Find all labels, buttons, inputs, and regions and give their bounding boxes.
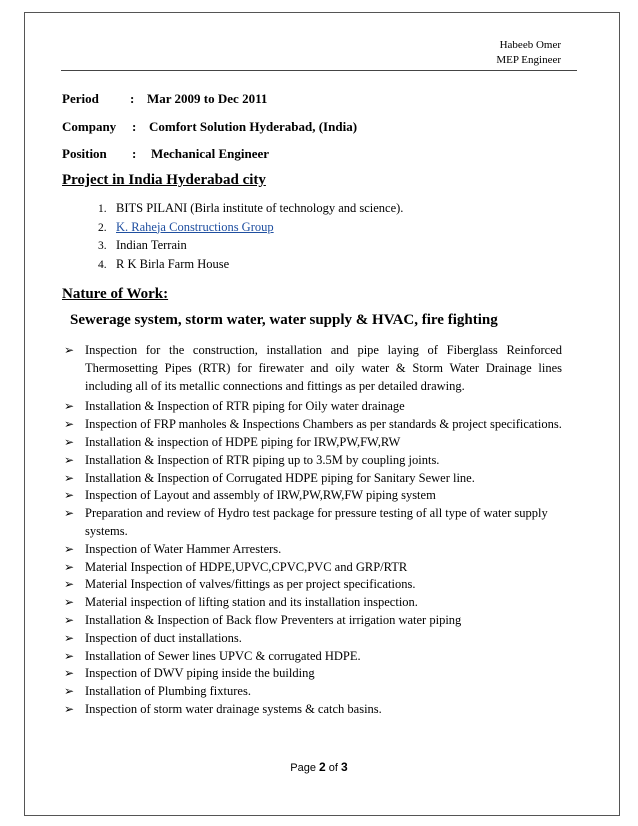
period-label: Period: [62, 91, 99, 106]
author-name: Habeeb Omer: [499, 39, 561, 51]
list-item: ➢ Material Inspection of valves/fittings as per project specifications.: [64, 576, 562, 594]
list-item: ➢ Material Inspection of HDPE,UPVC,CPVC,PVC and GRP/RTR: [64, 559, 562, 577]
arrow-bullet-icon: ➢: [64, 399, 75, 414]
list-item: ➢ Preparation and review of Hydro test package for pressure testing of all type of water supply systems.: [64, 506, 548, 538]
project-list: [98, 199, 403, 273]
list-item: 3. Indian Terrain: [98, 238, 187, 252]
arrow-bullet-icon: ➢: [64, 470, 75, 485]
page-footer: [0, 760, 638, 774]
arrow-bullet-icon: ➢: [64, 434, 75, 449]
arrow-bullet-icon: ➢: [64, 595, 75, 610]
position-value: Mechanical Engineer: [151, 146, 270, 161]
raheja-link[interactable]: K. Raheja Constructions Group: [116, 219, 274, 234]
period-colon: :: [130, 91, 135, 106]
company-colon: :: [132, 119, 137, 134]
document-header: [496, 38, 561, 68]
work-list: [64, 342, 562, 719]
list-item: ➢ Installation & Inspection of RTR piping for Oily water drainage: [64, 398, 562, 416]
list-item: ➢ Installation & inspection of HDPE piping for IRW,PW,FW,RW: [64, 434, 562, 452]
header-divider: [61, 70, 577, 71]
arrow-bullet-icon: ➢: [64, 417, 75, 432]
list-item: ➢ Inspection of storm water drainage systems & catch basins.: [64, 701, 562, 719]
list-item: ➢ Inspection of Water Hammer Arresters.: [64, 541, 562, 559]
company-value: Comfort Solution Hyderabad, (India): [149, 119, 358, 134]
arrow-bullet-icon: ➢: [64, 701, 75, 716]
list-item: ➢ Inspection of duct installations.: [64, 630, 562, 648]
arrow-bullet-icon: ➢: [64, 541, 75, 556]
list-item: ➢ Inspection of Layout and assembly of IRW,PW,RW,FW piping system: [64, 487, 562, 505]
page-total: 3: [341, 760, 348, 774]
list-item: ➢ Material inspection of lifting station and its installation inspection.: [64, 594, 562, 612]
arrow-bullet-icon: ➢: [64, 506, 75, 521]
page-current: 2: [319, 760, 326, 774]
nature-heading: Nature of Work:: [62, 286, 169, 302]
page-of: of: [328, 762, 338, 774]
position-label: Position: [62, 146, 107, 161]
arrow-bullet-icon: ➢: [64, 648, 75, 663]
arrow-bullet-icon: ➢: [64, 684, 75, 699]
arrow-bullet-icon: ➢: [64, 488, 75, 503]
arrow-bullet-icon: ➢: [64, 452, 75, 467]
arrow-bullet-icon: ➢: [64, 343, 75, 357]
list-item: ➢ Installation & Inspection of RTR piping up to 3.5M by coupling joints.: [64, 452, 562, 470]
list-item: ➢ Installation & Inspection of Back flow Preventers at irrigation water piping: [64, 612, 562, 630]
arrow-bullet-icon: ➢: [64, 559, 75, 574]
list-item: ➢ Inspection for the construction, installation and pipe laying of Fiberglass Reinforced Thermosetting Pipes (RTR) for firewater and oily water & Storm Water Drainage lines including all of its metallic connections and fittings as per detailed drawing.: [64, 343, 562, 393]
period-value: Mar 2009 to Dec 2011: [147, 91, 268, 106]
arrow-bullet-icon: ➢: [64, 630, 75, 645]
list-item: ➢ Inspection of DWV piping inside the building: [64, 665, 562, 683]
list-item: ➢ Inspection of FRP manholes & Inspections Chambers as per standards & project specifications.: [64, 416, 562, 434]
page-prefix: Page: [290, 762, 316, 774]
author-title: MEP Engineer: [496, 54, 561, 66]
arrow-bullet-icon: ➢: [64, 612, 75, 627]
list-item: 1. BITS PILANI (Birla institute of technology and science).: [98, 201, 404, 215]
list-item: ➢ Installation of Plumbing fixtures.: [64, 683, 562, 701]
project-heading: Project in India Hyderabad city: [62, 172, 266, 188]
list-item: 2. K. Raheja Constructions Group: [98, 219, 274, 234]
list-item: ➢ Installation of Sewer lines UPVC & corrugated HDPE.: [64, 648, 562, 666]
arrow-bullet-icon: ➢: [64, 666, 75, 681]
position-colon: :: [132, 146, 137, 161]
nature-subtitle: Sewerage system, storm water, water supply & HVAC, fire fighting: [70, 312, 498, 328]
arrow-bullet-icon: ➢: [64, 577, 75, 592]
list-item: ➢ Installation & Inspection of Corrugated HDPE piping for Sanitary Sewer line.: [64, 470, 562, 488]
list-item: 4. R K Birla Farm House: [98, 256, 230, 271]
company-label: Company: [62, 119, 117, 134]
